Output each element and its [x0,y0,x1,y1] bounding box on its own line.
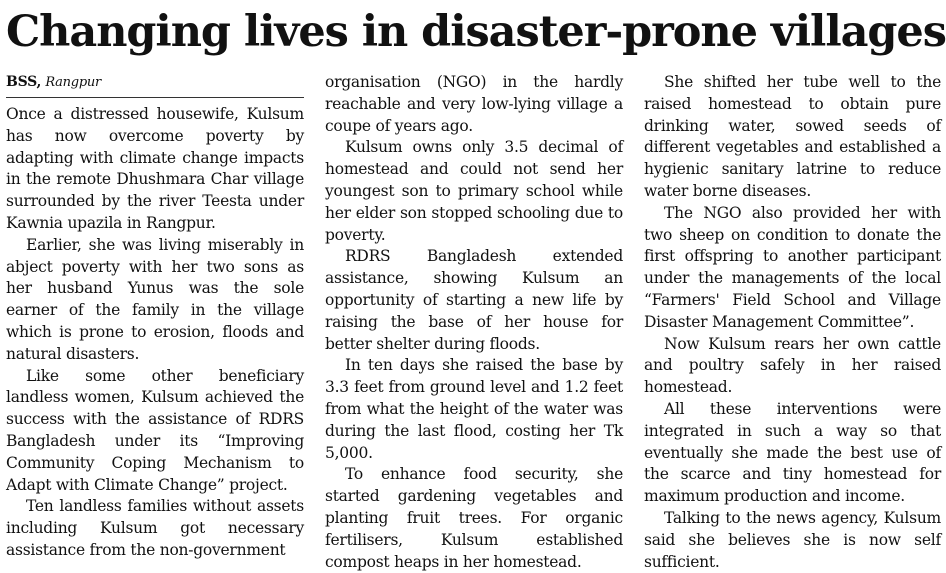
paragraph: In ten days she raised the base by 3.3 feet from ground level and 1.2 feet from what the height of the water was during the last flood, costing her Tk 5,000. [325,356,623,462]
paragraph: Once a distressed housewife, Kulsum has now overcome poverty by adapting with climate change impacts in the remote Dhushmara Char village surrounded by the river Teesta under Kawnia upazila in Rangpur. [6,105,304,232]
column-3 [644,72,941,571]
paragraph: She shifted her tube well to the raised homestead to obtain pure drinking water, sowed seeds of different vegetables and established a hygienic sanitary latrine to reduce water borne diseases. [644,73,941,200]
byline-location: Rangpur [45,75,102,90]
paragraph: organisation (NGO) in the hardly reachable and very low-lying village a coupe of years ago. [325,73,623,135]
paragraph: To enhance food security, she started gardening vegetables and planting fruit trees. For organic fertilisers, Kulsum established compost heaps in her homestead. [325,465,623,571]
paragraph: Talking to the news agency, Kulsum said she believes she is now self sufficient. [644,508,941,571]
column-2 [325,72,623,571]
byline-agency: BSS, [6,74,42,90]
paragraph: Kulsum owns only 3.5 decimal of homestead and could not send her youngest son to primary school while her elder son stopped schooling due to poverty. [325,138,623,244]
paragraph: All these interventions were integrated in such a way so that eventually she made the best use of the scarce and tiny homestead for maximum production and income. [644,399,941,506]
paragraph: The NGO also provided her with two sheep on condition to donate the first offspring to another participant under the managements of the local “Farmers' Field School and Village Disaster Management Committee”. [644,203,941,331]
byline [6,72,304,98]
paragraph: Now Kulsum rears her own cattle and poultry safely in her raised homestead. [644,334,941,397]
paragraph: Earlier, she was living miserably in abject poverty with her two sons as her husband Yunus was the sole earner of the family in the village which is prone to erosion, floods and natural disasters. [6,235,304,363]
paragraph: Ten landless families without assets including Kulsum got necessary assistance from the non-government [6,497,304,559]
paragraph: Like some other beneficiary landless women, Kulsum achieved the success with the assistance of RDRS Bangladesh under its “Improving Community Coping Mechanism to Adapt with Climate Change” project. [6,366,304,494]
column-1 [6,72,304,559]
paragraph: RDRS Bangladesh extended assistance, showing Kulsum an opportunity of starting a new life by raising the base of her house for better shelter during floods. [325,247,623,353]
headline: Changing lives in disaster-prone villages [6,7,946,57]
